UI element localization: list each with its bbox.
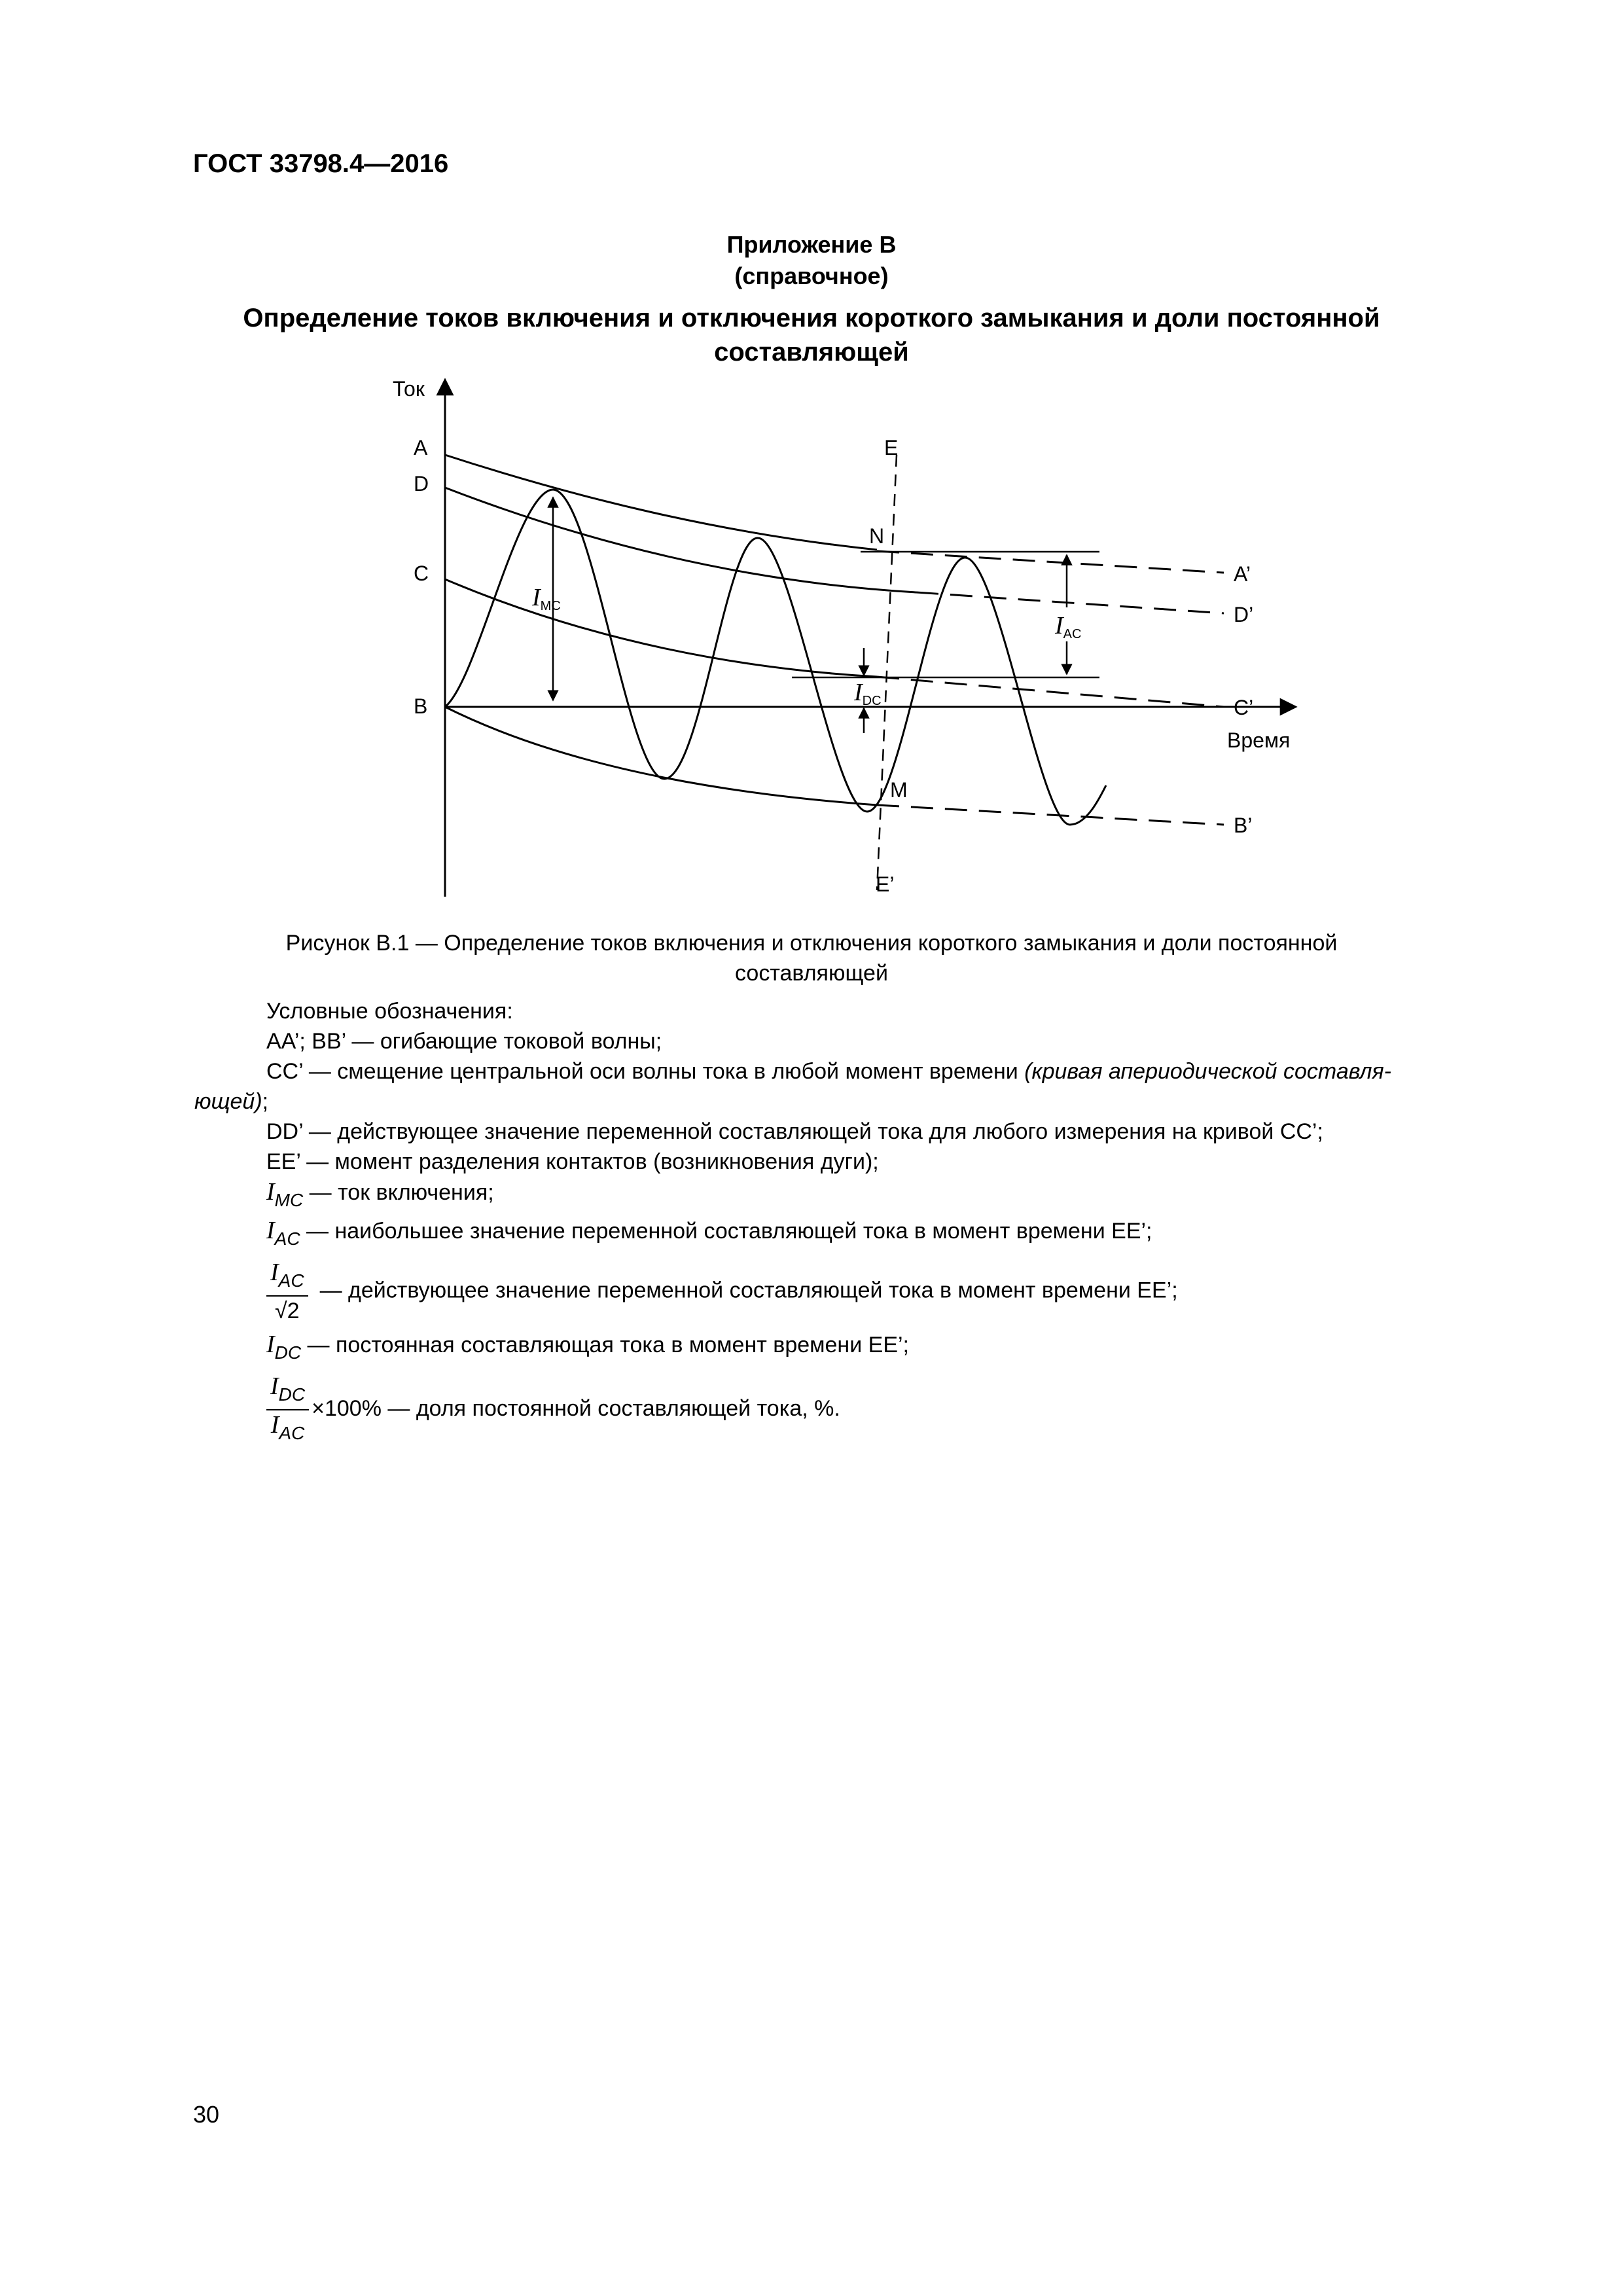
imc-label [531, 584, 561, 613]
legend-item-aa-bb: AA’; BB’ — огибающие токовой волны; [266, 1029, 662, 1054]
main-title-line-1: Определение токов включения и отключения короткого замыкания и доли постоянной [243, 304, 1380, 332]
imc-subscript: MC [540, 599, 561, 613]
main-title-line-2: составляющей [714, 338, 909, 367]
idc-label [853, 679, 882, 708]
envelope-aa-dashed [877, 551, 1224, 573]
legend-pct-text: — доля постоянной составляющей тока, %. [381, 1395, 840, 1421]
legend-idc-letter: I [266, 1331, 275, 1358]
annex-status: (справочное) [734, 262, 889, 289]
iac-subscript: AC [1063, 627, 1082, 641]
curve-dd-dashed [916, 592, 1224, 613]
legend-rms-denominator: √2 [274, 1299, 300, 1323]
legend-item-ee: EE’ — момент разделения контактов (возникновения дуги); [266, 1149, 879, 1174]
line-ee [877, 455, 897, 890]
legend-cc-italic: (кривая апериодической составля- [1024, 1059, 1392, 1084]
legend-pct-fraction [266, 1372, 309, 1448]
legend-cc-text: CC’ — смещение центральной оси волны тока в любой момент времени [266, 1059, 1025, 1084]
curve-cc-dashed [877, 677, 1224, 707]
label-a: A [414, 436, 428, 459]
legend-heading: Условные обозначения: [266, 999, 513, 1024]
envelope-bb-dashed [877, 805, 1224, 825]
label-b: B [414, 694, 428, 718]
legend-pct-denominator [266, 1410, 309, 1448]
label-n: N [869, 524, 885, 548]
current-wave [445, 490, 1106, 825]
idc-letter: I [854, 679, 863, 706]
label-d: D [414, 472, 429, 495]
main-title [0, 301, 1623, 369]
legend-idc-text: — постоянная составляющая тока в момент времени EE’; [301, 1333, 909, 1357]
legend-pct-den-letter: I [270, 1411, 279, 1439]
envelope-bb-curve [445, 707, 877, 805]
figure-caption-line-1: Рисунок В.1 — Определение токов включения и отключения короткого замыкания и доли постоянной [285, 931, 1338, 956]
legend-rms-numerator [266, 1258, 308, 1297]
legend-rms-num-sub: AC [278, 1270, 304, 1291]
legend-pct-numerator [266, 1372, 309, 1410]
legend-iac-sub: AC [274, 1229, 300, 1249]
iac-letter: I [1055, 612, 1063, 639]
legend-idc-sub: DC [274, 1342, 302, 1363]
label-b-prime: B’ [1234, 814, 1253, 837]
legend-imc-letter: I [266, 1178, 275, 1206]
curve-cc [445, 579, 877, 677]
idc-subscript: DC [862, 694, 882, 708]
legend-rms-fraction [266, 1258, 308, 1325]
imc-letter: I [532, 584, 541, 611]
legend-iac-text: — наибольшее значение переменной составляющей тока в момент времени EE’; [300, 1219, 1152, 1244]
legend-iac-letter: I [266, 1217, 275, 1244]
iac-label [1054, 612, 1081, 641]
figure-caption-line-2: составляющей [735, 961, 888, 986]
label-c-prime: C’ [1234, 696, 1254, 719]
legend-item-iac [266, 1215, 1510, 1254]
legend-rms-num-letter: I [270, 1259, 279, 1286]
label-m: M [890, 778, 908, 802]
legend-cc-end: ; [262, 1089, 269, 1114]
legend-pct-num-sub: DC [278, 1384, 306, 1405]
legend-item-idc [266, 1329, 1510, 1368]
current-waveform-figure [380, 367, 1335, 916]
figure-caption [0, 928, 1623, 988]
legend-item-percentage [266, 1372, 1510, 1448]
legend-cc-italic-cont: ющей) [194, 1089, 262, 1114]
x-axis-label: Время [1227, 728, 1291, 752]
y-axis-label: Ток [393, 377, 425, 401]
legend-imc-sub: MC [274, 1190, 304, 1210]
legend-item-imc [266, 1177, 1510, 1215]
legend-item-cc [266, 1056, 1510, 1086]
legend-item-rms [266, 1258, 1510, 1325]
label-a-prime: A’ [1234, 562, 1251, 586]
annex-title: Приложение В [726, 231, 897, 258]
envelope-aa-curve [445, 455, 877, 550]
legend-pct-den-sub: AC [279, 1423, 305, 1443]
annex-heading [0, 229, 1623, 292]
label-e-prime: E’ [876, 872, 895, 896]
legend-pct-times: ×100% [312, 1395, 382, 1421]
legend-item-cc-continued [194, 1086, 1510, 1117]
legend-rms-text: — действующее значение переменной составляющей тока в момент времени EE’; [319, 1278, 1178, 1303]
label-c: C [414, 562, 429, 585]
legend-imc-text: — ток включения; [303, 1180, 494, 1205]
legend-item-dd: DD’ — действующее значение переменной составляющей тока для любого измерения на кривой CC’; [266, 1119, 1323, 1144]
label-e: E [884, 436, 899, 459]
label-d-prime: D’ [1234, 603, 1254, 626]
page-number: 30 [193, 2101, 220, 2128]
legend [194, 996, 1510, 1448]
document-header: ГОСТ 33798.4—2016 [193, 149, 449, 178]
legend-pct-num-letter: I [270, 1372, 279, 1400]
